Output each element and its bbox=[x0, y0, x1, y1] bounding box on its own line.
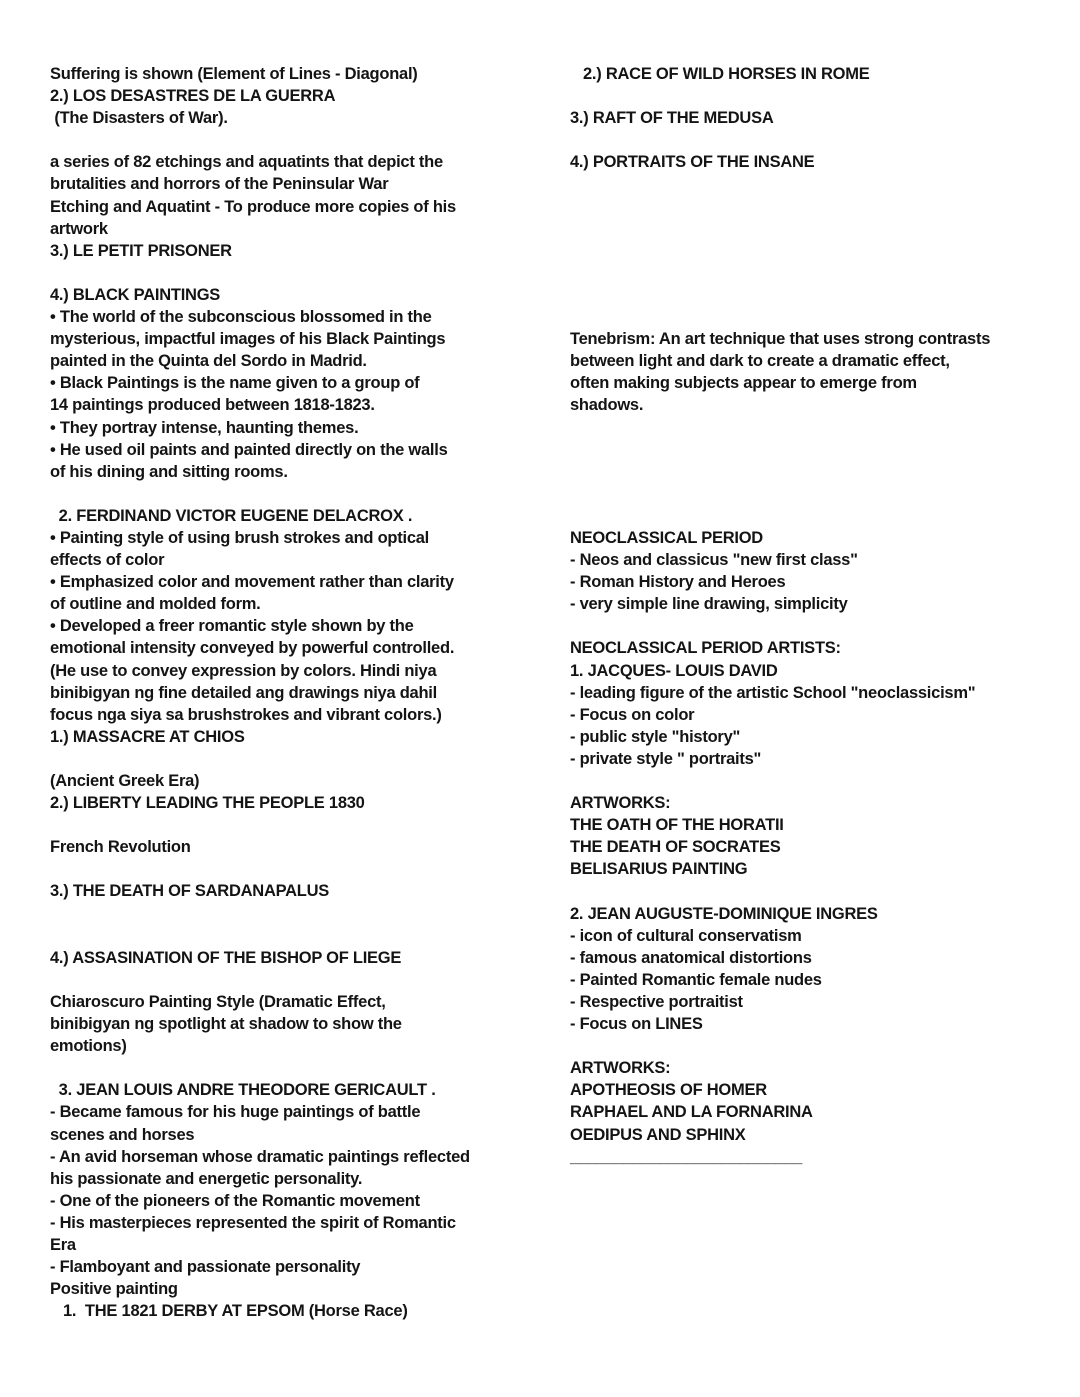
text-line bbox=[570, 417, 1080, 439]
text-line bbox=[570, 284, 1080, 306]
text-line bbox=[570, 129, 1080, 151]
text-line bbox=[570, 439, 1080, 461]
text-line: - very simple line drawing, simplicity bbox=[570, 595, 848, 614]
text-line: ARTWORKS: bbox=[570, 794, 671, 813]
text-line: - Roman History and Heroes bbox=[570, 573, 786, 592]
text-line bbox=[570, 240, 1080, 262]
text-line bbox=[50, 903, 570, 925]
text-line: mysterious, impactful images of his Black Paintings bbox=[50, 330, 446, 349]
text-line: APOTHEOSIS OF HOMER bbox=[570, 1081, 767, 1100]
text-line: shadows. bbox=[570, 396, 644, 415]
text-line: 3. JEAN LOUIS ANDRE THEODORE GERICAULT . bbox=[50, 1081, 436, 1100]
right-column bbox=[570, 63, 1080, 1397]
text-line: artwork bbox=[50, 219, 108, 238]
text-line: binibigyan ng fine detailed ang drawings niya dahil bbox=[50, 683, 437, 702]
text-line: - One of the pioneers of the Romantic movement bbox=[50, 1191, 420, 1210]
text-line: effects of color bbox=[50, 551, 165, 570]
text-line: __________________________ bbox=[570, 1147, 803, 1166]
text-line: Etching and Aquatint - To produce more copies of his bbox=[50, 197, 456, 216]
text-line: 2. JEAN AUGUSTE-DOMINIQUE INGRES bbox=[570, 904, 878, 923]
text-line: - icon of cultural conservatism bbox=[570, 926, 802, 945]
text-line: BELISARIUS PAINTING bbox=[570, 860, 748, 879]
text-line: of his dining and sitting rooms. bbox=[50, 462, 288, 481]
text-line: a series of 82 etchings and aquatints that depict the bbox=[50, 153, 443, 172]
text-line: 3.) LE PETIT PRISONER bbox=[50, 241, 232, 260]
text-line: of outline and molded form. bbox=[50, 595, 261, 614]
text-line: - famous anatomical distortions bbox=[570, 948, 812, 967]
text-line: ARTWORKS: bbox=[570, 1059, 671, 1078]
text-line bbox=[570, 505, 1080, 527]
text-line: THE OATH OF THE HORATII bbox=[570, 816, 784, 835]
text-line: emotional intensity conveyed by powerful controlled. bbox=[50, 639, 455, 658]
text-line: (He use to convey expression by colors. Hindi niya bbox=[50, 661, 437, 680]
text-line bbox=[50, 483, 570, 505]
text-line: Chiaroscuro Painting Style (Dramatic Effect, bbox=[50, 992, 386, 1011]
text-line: - leading figure of the artistic School "neoclassicism" bbox=[570, 683, 976, 702]
text-line: - Focus on LINES bbox=[570, 1015, 703, 1034]
text-line: • Painting style of using brush strokes and optical bbox=[50, 528, 430, 547]
text-line: NEOCLASSICAL PERIOD bbox=[570, 528, 763, 547]
text-line: - public style "history" bbox=[570, 727, 741, 746]
text-line: his passionate and energetic personality. bbox=[50, 1169, 363, 1188]
text-line: - His masterpieces represented the spirit of Romantic bbox=[50, 1213, 456, 1232]
left-column bbox=[50, 63, 570, 1397]
text-line: (The Disasters of War). bbox=[50, 109, 228, 128]
text-line: Era bbox=[50, 1235, 76, 1254]
text-line: French Revolution bbox=[50, 838, 191, 857]
text-line bbox=[570, 615, 1080, 637]
text-line: - private style " portraits" bbox=[570, 749, 762, 768]
text-line: 1. THE 1821 DERBY AT EPSOM (Horse Race) bbox=[50, 1302, 408, 1321]
text-line: 2.) LIBERTY LEADING THE PEOPLE 1830 bbox=[50, 794, 365, 813]
text-line bbox=[570, 1035, 1080, 1057]
text-line bbox=[50, 748, 570, 770]
text-line: 2.) RACE OF WILD HORSES IN ROME bbox=[570, 65, 870, 83]
text-line: 2.) LOS DESASTRES DE LA GUERRA bbox=[50, 87, 336, 106]
text-line bbox=[570, 461, 1080, 483]
text-line: Suffering is shown (Element of Lines - Diagonal) bbox=[50, 65, 418, 83]
text-line: Positive painting bbox=[50, 1280, 178, 1299]
text-line: 3.) RAFT OF THE MEDUSA bbox=[570, 109, 774, 128]
text-line: • The world of the subconscious blossomed in the bbox=[50, 308, 432, 327]
text-line: - Flamboyant and passionate personality bbox=[50, 1258, 361, 1277]
text-line: 1.) MASSACRE AT CHIOS bbox=[50, 727, 245, 746]
text-line: NEOCLASSICAL PERIOD ARTISTS: bbox=[570, 639, 841, 658]
text-line: 2. FERDINAND VICTOR EUGENE DELACROX . bbox=[50, 506, 413, 525]
text-line: - An avid horseman whose dramatic paintings reflected bbox=[50, 1147, 470, 1166]
text-line bbox=[570, 173, 1080, 195]
text-line: emotions) bbox=[50, 1037, 127, 1056]
text-line: THE DEATH OF SOCRATES bbox=[570, 838, 781, 857]
text-line: • They portray intense, haunting themes. bbox=[50, 418, 359, 437]
text-line bbox=[50, 969, 570, 991]
text-line: - Neos and classicus "new first class" bbox=[570, 551, 858, 570]
text-line: 4.) PORTRAITS OF THE INSANE bbox=[570, 153, 815, 172]
text-line: 4.) BLACK PAINTINGS bbox=[50, 285, 221, 304]
text-line: binibigyan ng spotlight at shadow to show the bbox=[50, 1015, 402, 1034]
text-line bbox=[570, 196, 1080, 218]
text-line bbox=[50, 262, 570, 284]
text-line: - Became famous for his huge paintings of battle bbox=[50, 1103, 421, 1122]
text-line: 14 paintings produced between 1818-1823. bbox=[50, 396, 375, 415]
text-line: 1. JACQUES- LOUIS DAVID bbox=[570, 661, 778, 680]
text-line bbox=[50, 858, 570, 880]
text-line bbox=[570, 218, 1080, 240]
text-line: focus nga siya sa brushstrokes and vibrant colors.) bbox=[50, 705, 442, 724]
text-line: RAPHAEL AND LA FORNARINA bbox=[570, 1103, 813, 1122]
text-line: 4.) ASSASINATION OF THE BISHOP OF LIEGE bbox=[50, 948, 402, 967]
text-line bbox=[50, 814, 570, 836]
text-line bbox=[570, 306, 1080, 328]
text-line: between light and dark to create a dramatic effect, bbox=[570, 352, 950, 371]
text-line: - Focus on color bbox=[570, 705, 695, 724]
text-line: - Painted Romantic female nudes bbox=[570, 970, 822, 989]
text-line: • Emphasized color and movement rather than clarity bbox=[50, 573, 454, 592]
text-line: brutalities and horrors of the Peninsular War bbox=[50, 175, 389, 194]
text-line bbox=[570, 483, 1080, 505]
text-line bbox=[570, 770, 1080, 792]
text-line: • Black Paintings is the name given to a group of bbox=[50, 374, 420, 393]
text-line: - Respective portraitist bbox=[570, 992, 743, 1011]
text-line bbox=[50, 129, 570, 151]
text-line bbox=[50, 1057, 570, 1079]
text-line: 3.) THE DEATH OF SARDANAPALUS bbox=[50, 882, 330, 901]
text-line bbox=[570, 85, 1080, 107]
text-line: Tenebrism: An art technique that uses strong contrasts bbox=[570, 330, 991, 349]
text-line: often making subjects appear to emerge from bbox=[570, 374, 917, 393]
text-line: (Ancient Greek Era) bbox=[50, 772, 200, 790]
text-line bbox=[50, 925, 570, 947]
text-line: scenes and horses bbox=[50, 1125, 195, 1144]
text-line bbox=[570, 880, 1080, 902]
text-line bbox=[570, 262, 1080, 284]
text-line: • He used oil paints and painted directly on the walls bbox=[50, 440, 448, 459]
text-line: • Developed a freer romantic style shown by the bbox=[50, 617, 414, 636]
text-line: painted in the Quinta del Sordo in Madrid. bbox=[50, 352, 367, 371]
text-line: OEDIPUS AND SPHINX bbox=[570, 1125, 746, 1144]
